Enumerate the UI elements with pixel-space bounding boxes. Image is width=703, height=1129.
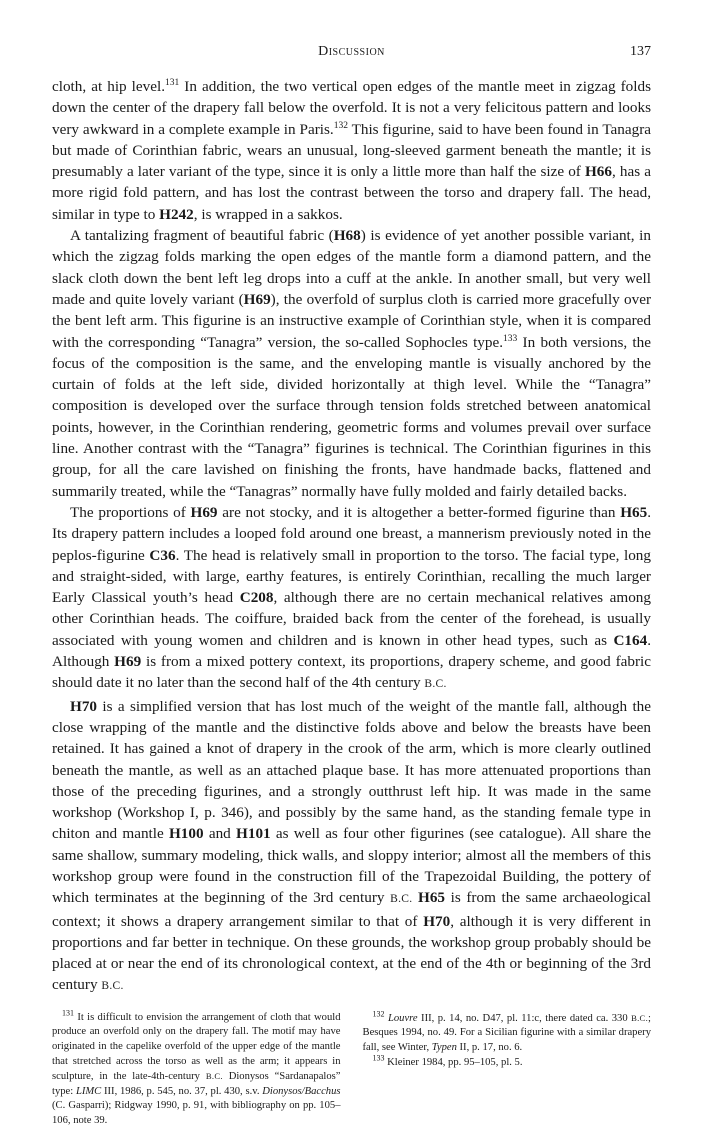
catalogue-ref: C36 bbox=[149, 546, 176, 564]
catalogue-ref: H69 bbox=[190, 503, 218, 521]
footnotes-column-right bbox=[363, 1011, 652, 1129]
catalogue-ref: H68 bbox=[333, 227, 361, 245]
catalogue-ref: H65 bbox=[620, 503, 648, 521]
footnote-131: $^{131}$ It is difficult to envision the arrangement of cloth that would produce an overfold only on the drapery fall. The motif may have originated in the capelike overfold of the upper edge of the mantle that stretched across the torso as well as the arm; it appears in sculpture, in the late-4th-century B.C. Dionysos “Sardanapalos” type: LIMC III, 1986, p. 545, no. 37, pl. 430, s.v. Dionysos/Bacchus (C. Gasparri); Ridgway 1990, p. 91, with bibliography on pp. 105–106, note 39. bbox=[52, 1008, 341, 1126]
catalogue-ref: H70 bbox=[423, 912, 451, 930]
footnotes-column-left bbox=[52, 1008, 341, 1129]
catalogue-ref: H100 bbox=[168, 825, 204, 843]
footnote-ref[interactable]: 132 bbox=[333, 120, 348, 131]
page-number: 137 bbox=[630, 44, 651, 59]
paragraph: A tantalizing fragment of beautiful fabric (H68) is evidence of yet another possible variant, in which the zigzag folds marking the open edges of the mantle form a diamond pattern, and the slack cloth down the bent left leg drops into a cuff at the ankle. In another small, but very well made and quite lovely variant (H69), the overfold of surplus cloth is carried more gracefully over the bent left arm. This figurine is an instructive example of Corinthian style, when it is compared with the corresponding “Tanagra” version, the so-called Sophocles type.$^{133}$ In both versions, the focus of the composition is the same, and the enveloping mantle is visually anchored by the curtain of folds at the left side, divided horizontally at thigh level. While the “Tanagra” composition is developed over the surface through tension folds stretched between anatomical points, however, in the Corinthian rendering, geometric forms and volumes prevail over surface line. Another contrast with the “Tanagra” figurines is technical. The Corinthian figurines in this group, for all the care lavished on finishing the fronts, have handmade backs, flattened and summarily treated, while the “Tanagras” normally have fully molded and fairly detailed backs. bbox=[52, 227, 652, 500]
catalogue-ref: C208 bbox=[239, 589, 274, 607]
catalogue-ref: H69 bbox=[243, 290, 271, 308]
footnotes bbox=[52, 1008, 651, 1129]
footnote-ref[interactable]: 131 bbox=[165, 77, 180, 88]
footnote-132: $^{132}$ Louvre III, p. 14, no. D47, pl. 11:c, there dated ca. 330 B.C.; Besques 1994, no. 49. For a Sicilian figurine with a similar drapery fall, see Winter, Typen II, p. 17, no. 6. bbox=[362, 1009, 651, 1053]
running-header bbox=[52, 44, 651, 66]
paragraph: The proportions of H69 are not stocky, and it is altogether a better-formed figurine than H65. Its drapery pattern includes a looped fold around one breast, a mannerism previously noted in the peplos-figurine C36. The head is relatively small in proportion to the torso. The facial type, long and straight-sided, with large, earthy features, is entirely Corinthian, recalling the much larger Early Classical youth’s head C208, although there are no certain mechanical relatives among other Corinthian heads. The coiffure, braided back from the center of the forehead, is usually associated with young women and children and is known in other head types, such as C164. Although H69 is from a mixed pottery context, its proportions, drapery scheme, and good fabric should date it no later than the second half of the 4th century B.C. bbox=[52, 503, 651, 692]
main-text bbox=[52, 76, 651, 998]
catalogue-ref: H66 bbox=[584, 163, 612, 181]
catalogue-ref: H65 bbox=[418, 889, 446, 907]
paragraph: H70 is a simplified version that has lost much of the weight of the mantle fall, although the close wrapping of the mantle and the distinctive folds above and below the breasts have been retained. It has gained a knot of drapery in the crook of the arm, which is more clearly outlined beneath the mantle, as well as an attached plaque base. It has more attenuated proportions than those of the preceding figurines, and a strongly outthrust left hip. It was made in the same workshop (Workshop I, p. 346), and possibly by the same hand, as the standing female type in chiton and mantle H100 and H101 as well as four other figurines (see catalogue). All share the same shallow, summary modeling, thick walls, and sloppy interior; almost all the members of this workshop group were found in the construction fill of the Trapezoidal Building, the pottery of which terminates at the beginning of the 3rd century B.C. H65 is from the same archaeological context; it shows a drapery arrangement similar to that of H70, although it is very different in proportions and far better in technique. On these grounds, the workshop group probably should be placed at or near the end of its chronological context, at the end of the 4th or beginning of the 3rd century B.C. bbox=[52, 697, 652, 994]
catalogue-ref: C164 bbox=[613, 631, 648, 649]
footnote-ref[interactable]: 133 bbox=[503, 333, 518, 344]
catalogue-ref: H101 bbox=[236, 825, 271, 843]
footnote-133: $^{133}$ Kleiner 1984, pp. 95–105, pl. 5. bbox=[372, 1053, 523, 1068]
catalogue-ref: H242 bbox=[159, 205, 194, 223]
catalogue-ref: H69 bbox=[114, 653, 142, 671]
paragraph: cloth, at hip level.$^{131}$ In addition, the two vertical open edges of the mantle meet in zigzag folds down the center of the drapery fall below the overfold. It is not a very felicitous pattern and looks very awkward in a complete example in Paris.$^{132}$ This figurine, said to have been found in Tanagra but made of Corinthian fabric, wears an unusual, long-sleeved garment beneath the mantle; it is presumably a later variant of the type, since it is only a little more than half the size of H66, has a more rigid fold pattern, and has lost the contrast between the torso and drapery fall. The head, similar in type to H242, is wrapped in a sakkos. bbox=[52, 77, 652, 223]
catalogue-ref: H70 bbox=[70, 697, 98, 715]
running-title: Discussion bbox=[318, 44, 385, 59]
